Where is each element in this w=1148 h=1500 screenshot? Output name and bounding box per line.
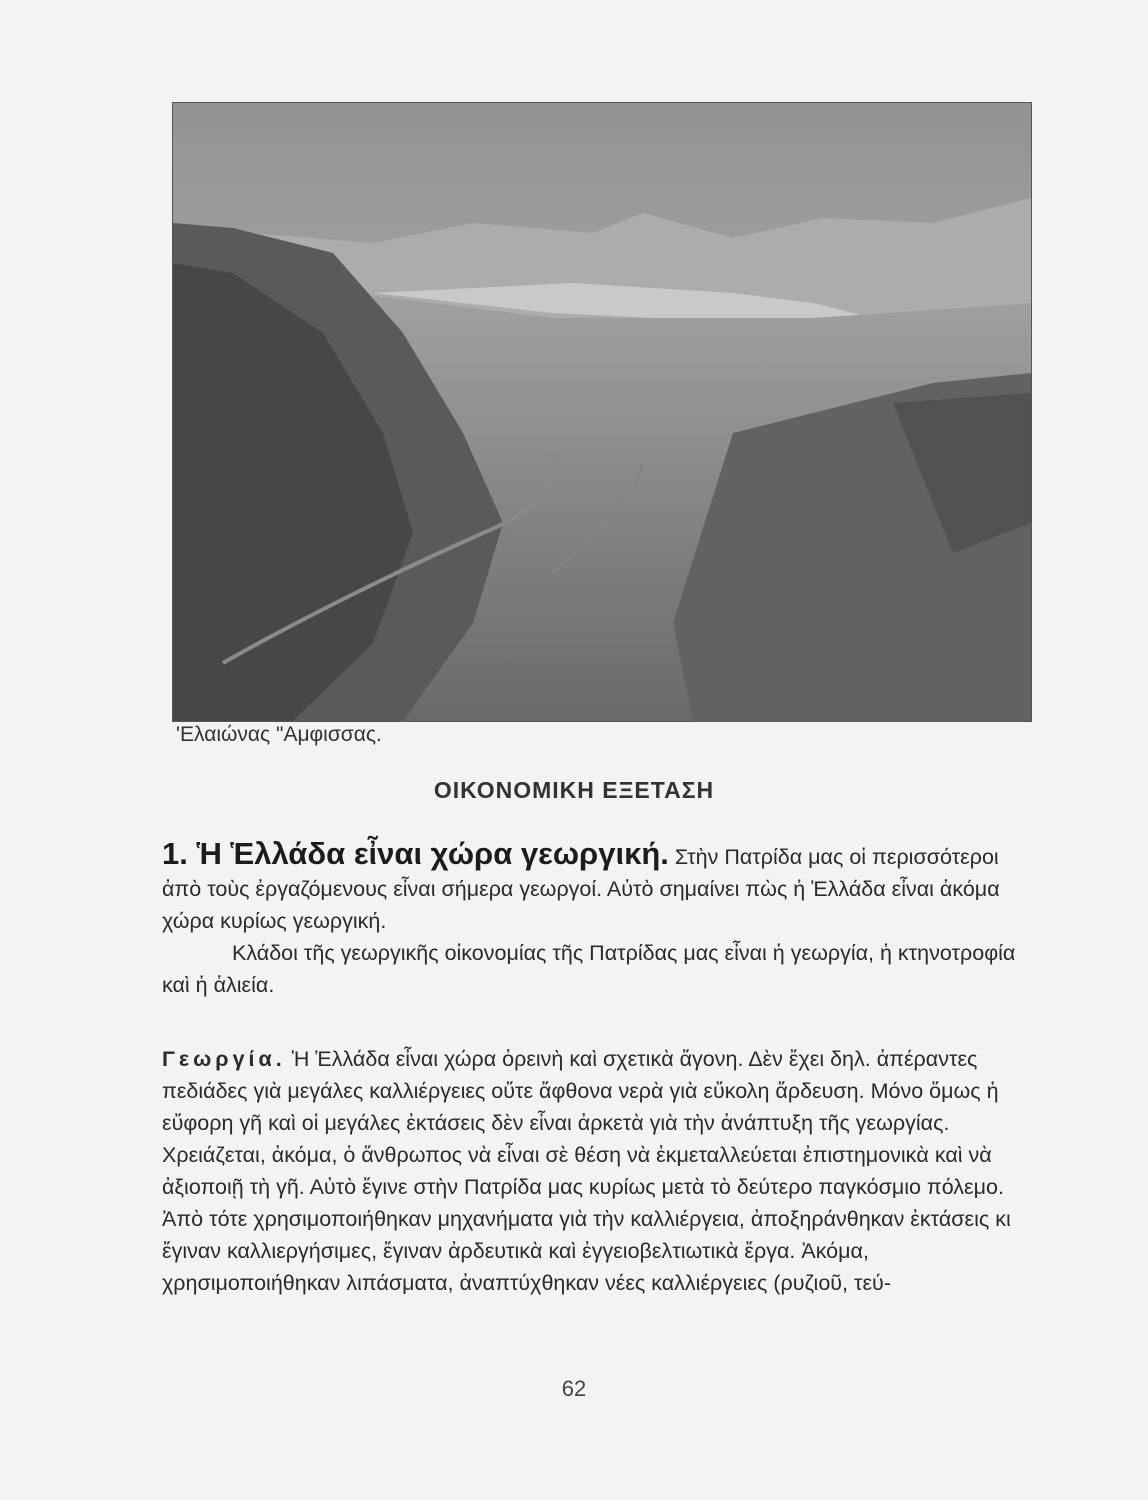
paragraph-3-heading: Γεωργία. bbox=[162, 1047, 286, 1071]
photo-caption: 'Ελαιώνας "Αμφισσας. bbox=[176, 723, 382, 746]
landscape-photo-icon bbox=[173, 103, 1031, 721]
paragraph-1-body: Στὴν Πατρίδα μας οἱ περισσότεροι ἀπὸ τοὺς ἐργαζόμενους εἶναι σήμερα γεωργοί. Αὐτὸ σημαίνει πὼς ἡ Ἑλλάδα εἶναι ἀκόμα χώρα κυρίως γεωργική. bbox=[162, 845, 1000, 933]
page-number: 62 bbox=[561, 1376, 587, 1401]
paragraph-3-body: Ἡ Ἑλλάδα εἶναι χώρα ὀρεινὴ καὶ σχετικὰ ἄγονη. Δὲν ἔχει δηλ. ἀπέραντες πεδιάδες γιὰ μεγάλες καλλιέργειες οὔτε ἄφθονα νερὰ γιὰ εὔκολη ἄρδευση. Μόνο ὅμως ἡ εὔφορη γῆ καὶ οἱ μεγάλες ἐκτάσεις δὲν εἶναι ἀρκετὰ γιὰ τὴν ἀνάπτυξη τῆς γεωργίας. Χρειάζεται, ἀκόμα, ὁ ἄνθρωπος νὰ εἶναι σὲ θέση νὰ ἐκμεταλλεύεται ἐπιστημονικὰ καὶ νὰ ἀξιοποιῇ τὴ γῆ. Αὐτὸ ἔγινε στὴν Πατρίδα μας κυρίως μετὰ τὸ δεύτερο παγκόσμιο πόλεμο. Ἀπὸ τότε χρησιμοποιήθηκαν μηχανήματα γιὰ τὴν καλλιέργεια, ἀποξηράνθηκαν ἐκτάσεις κι ἔγιναν καλλιεργήσιμες, ἔγιναν ἀρδευτικὰ καὶ ἐγγειοβελτιωτικὰ ἔργα. Ἀκόμα, χρησιμοποιήθηκαν λιπάσματα, ἀναπτύχθηκαν νέες καλλιέργειες (ρυζιοῦ, τεύ- bbox=[162, 1047, 1011, 1295]
paragraph-1-heading: 1. Ἡ Ἑλλάδα εἶναι χώρα γεωργική. bbox=[162, 836, 669, 871]
section-title: ΟΙΚΟΝΟΜΙΚΗ ΕΞΕΤΑΣΗ bbox=[433, 777, 715, 803]
landscape-photo bbox=[172, 102, 1032, 722]
paragraph-3 bbox=[162, 1043, 1020, 1299]
paragraph-1 bbox=[162, 838, 1020, 1001]
paragraph-2: Κλάδοι τῆς γεωργικῆς οἰκονομίας τῆς Πατρίδας μας εἶναι ἡ γεωργία, ἡ κτηνοτροφία καὶ ἡ ἁλιεία. bbox=[162, 941, 1016, 997]
